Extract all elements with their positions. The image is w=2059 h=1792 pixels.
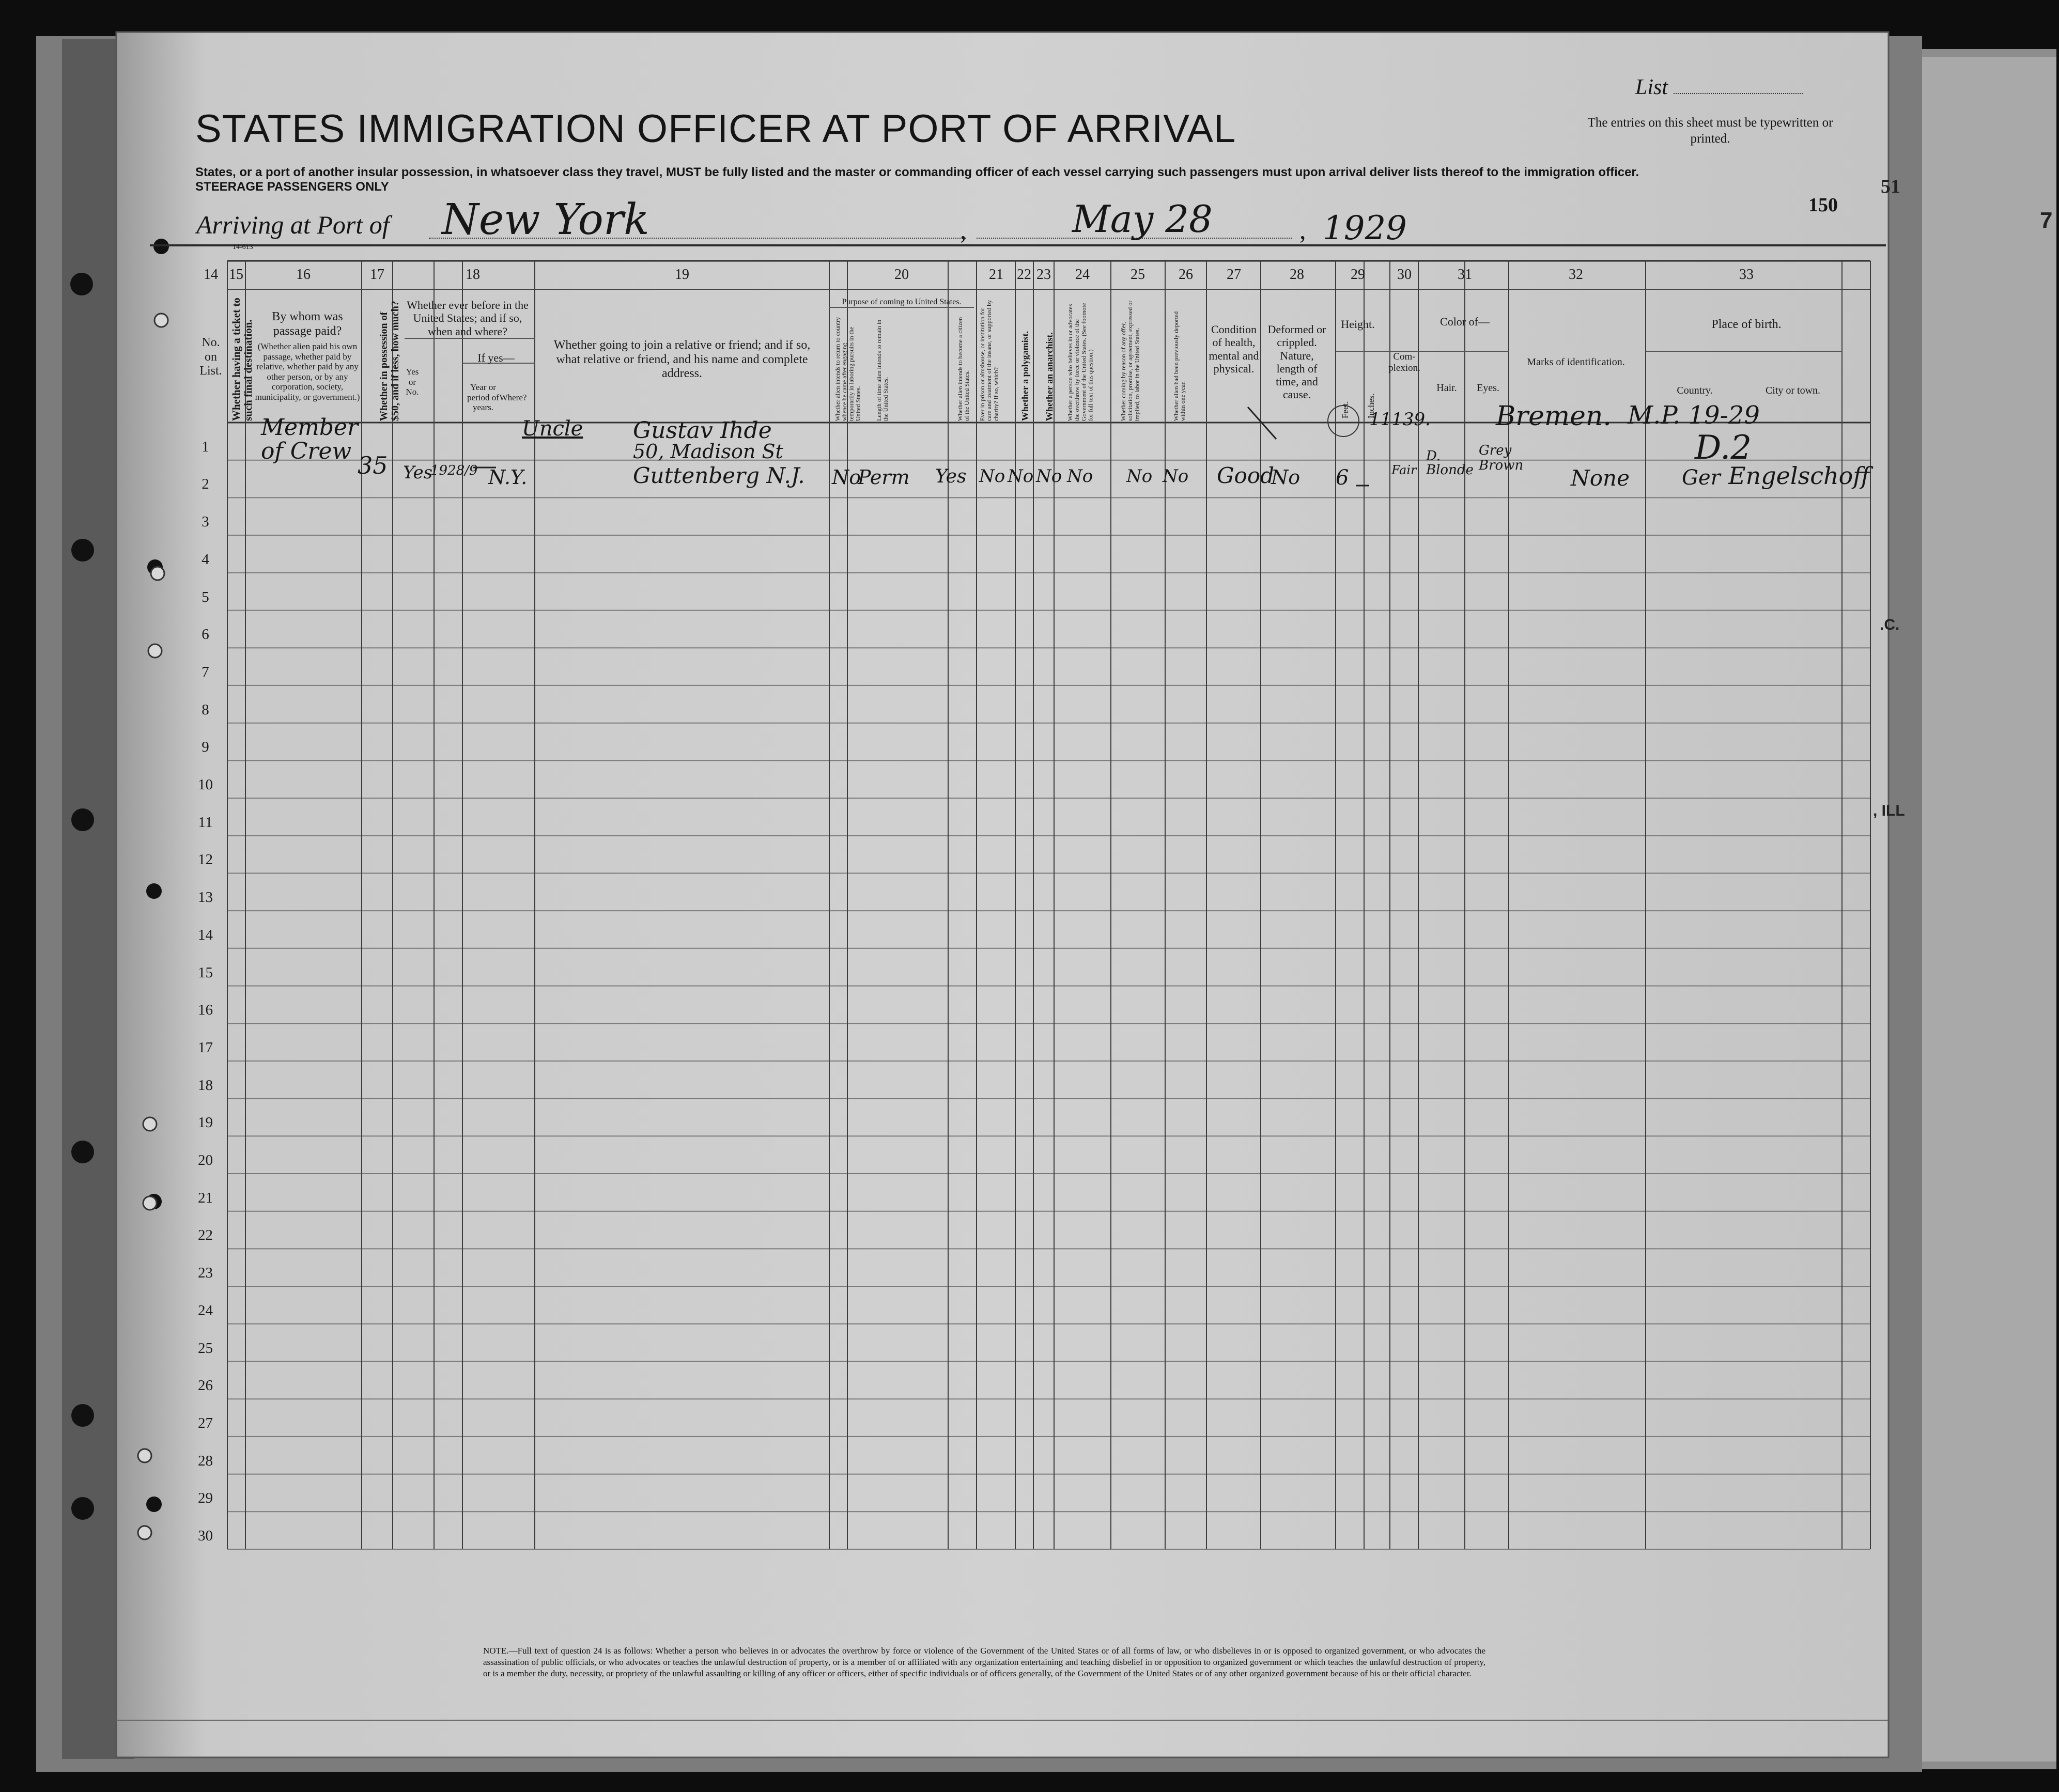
header-purpose-c: Whether alien intends to become a citizen of the United States.: [956, 317, 971, 421]
form-subtitle: States, or a port of another insular possession, in whatsoever class they travel, MUST be fully listed and the master or commanding officer of each vessel carrying such passengers must upon arrival deliver lists thereof to the immigration officer.: [195, 165, 1639, 179]
entry-relative-city: Guttenberg N.J.: [633, 463, 805, 488]
header-if-yes: If yes—: [477, 351, 515, 364]
header-color-of: Color of—: [1440, 315, 1490, 328]
column-number: 27: [1227, 267, 1241, 283]
entry-city: Engelschoff: [1728, 462, 1870, 490]
header-health: Condition of health, mental and physical.: [1209, 323, 1259, 375]
header-deported: Whether alien had been previously deported within one year.: [1172, 311, 1187, 421]
column-number: 20: [894, 267, 909, 283]
row-number: 1: [202, 438, 209, 455]
header-inches: Inches.: [1366, 393, 1376, 418]
header-purpose: Purpose of coming to United States.: [842, 298, 962, 306]
row-number: 24: [198, 1302, 213, 1319]
entry-country: Ger: [1682, 466, 1721, 490]
header-anarchist: Whether an anarchist.: [1044, 332, 1055, 421]
annotation-bremen: Bremen.: [1496, 401, 1612, 432]
row-number: 25: [198, 1339, 213, 1357]
header-passage-paid-main: By whom was passage paid?: [272, 310, 343, 338]
row-number: 3: [202, 513, 209, 531]
typewritten-note: The entries on this sheet must be typewritten or printed.: [1587, 116, 1833, 146]
entry-overthrow: No: [1067, 466, 1093, 487]
column-number: 17: [370, 267, 384, 283]
entry-return-intent: No: [832, 466, 861, 489]
edge-mark-7: 7: [2040, 208, 2053, 233]
row-number: 8: [202, 701, 209, 718]
header-where: Where?: [499, 393, 527, 402]
column-number: 33: [1739, 267, 1754, 283]
form-code: 14-613: [233, 243, 253, 251]
column-number: 25: [1131, 267, 1145, 283]
row-number: 12: [198, 851, 213, 868]
footnote: NOTE.—Full text of question 24 is as follows: Whether a person who believes in or advocates the overthrow by force or violence of the Government of the United States or of all forms of law, or who disbelieves in or is opposed to organized government, or who advocates the assassination of public officials, or who advocates or teaches the unlawful destruction of property, or is a member of or affiliated with any organization entertaining and teaching disbelief in or opposition to organized government or which teaches the unlawful destruction of property, or is a member the duty, necessity, or propriety of the unlawful assaulting or killing of any officer or officers, either of specific individuals or of officers generally, of the Government of the United States or of any other organized government because of his or their official character.: [483, 1646, 1485, 1679]
header-purpose-b: Length of time alien intends to remain in the United States.: [875, 319, 890, 421]
column-number: 16: [296, 267, 311, 283]
header-passage-paid-sub: (Whether alien paid his own passage, whether paid by relative, whether paid by any other person, or by any corporation, society, municipality, or government.): [255, 341, 360, 402]
annotation-code: D.2: [1695, 429, 1752, 467]
entry-health: Good: [1217, 463, 1275, 488]
row-number: 15: [198, 964, 213, 981]
entry-labor-offer: No: [1126, 466, 1153, 487]
header-before-in-us: Whether ever before in the United States; and if so, when and where?: [407, 299, 529, 338]
sheet-number: 150: [1808, 194, 1838, 216]
date-year: 1929: [1323, 209, 1407, 247]
column-number: 32: [1569, 267, 1583, 283]
row-number: 2: [202, 476, 209, 493]
row-number: 4: [202, 551, 209, 568]
entry-marks: None: [1571, 465, 1630, 491]
annotation-date: M.P. 19-29: [1628, 401, 1760, 430]
entry-height-feet: 6: [1336, 466, 1349, 490]
header-feet: Feet.: [1340, 401, 1350, 418]
annotation-number: 11139.: [1369, 409, 1431, 430]
header-ticket: Whether having a ticket to such final destination.: [230, 298, 255, 421]
header-height: Height.: [1341, 318, 1375, 331]
entry-money: 35: [358, 451, 388, 479]
entry-polygamist: No: [1008, 466, 1034, 487]
row-number: 6: [202, 626, 209, 643]
column-number: 19: [675, 267, 689, 283]
column-number: 23: [1036, 267, 1051, 283]
header-year: Year or period of years.: [467, 382, 499, 413]
entry-deformed: No: [1271, 466, 1301, 489]
row-number: 21: [198, 1189, 213, 1206]
column-number: 31: [1458, 267, 1472, 283]
column-number: 22: [1017, 267, 1031, 283]
header-place-of-birth: Place of birth.: [1711, 318, 1782, 331]
edge-mark-ill: , ILL: [1873, 802, 1905, 819]
column-number: 21: [989, 267, 1003, 283]
entry-complexion: Fair: [1391, 463, 1417, 477]
row-number: 5: [202, 588, 209, 605]
entry-citizen-intent: Yes: [935, 466, 967, 487]
header-yes-no: Yes or No.: [406, 367, 419, 397]
header-labor-offer: Whether coming by reason of any offer, solicitation, promise, or agreement, expressed or implied, to labor in the United States.: [1120, 300, 1141, 421]
header-marks: Marks of identification.: [1527, 356, 1625, 368]
comma: ,: [960, 215, 967, 244]
row-number: 19: [198, 1114, 213, 1131]
entry-eyes: Grey Brown: [1479, 443, 1524, 473]
row-number: 29: [198, 1490, 213, 1507]
entry-relative-street: 50, Madison St: [633, 440, 783, 463]
header-hair: Hair.: [1436, 382, 1457, 394]
edge-mark-c: .C.: [1880, 616, 1900, 633]
row-number: 18: [198, 1077, 213, 1094]
edge-mark-51: 51: [1881, 176, 1900, 197]
entry-year: 1928/9: [430, 463, 478, 478]
row-number: 30: [198, 1528, 213, 1544]
row-number: 7: [202, 663, 209, 680]
arriving-label: Arriving at Port of: [196, 210, 390, 239]
column-number: 24: [1075, 267, 1090, 283]
row-number: 13: [198, 889, 213, 906]
header-no-on-list: No. on List.: [199, 336, 222, 378]
header-deformed: Deformed or crippled. Nature, length of time, and cause.: [1267, 323, 1326, 401]
header-country: Country.: [1677, 385, 1713, 396]
header-overthrow: Whether a person who believes in or advocates the overthrow by force or violence of the Government of the United States. (See footnote for full text of this question.): [1066, 303, 1094, 421]
entry-length-of-stay: Perm: [858, 466, 910, 489]
port-value: New York: [442, 195, 649, 244]
header-money: Whether in possession of $50, and if less, how much?: [378, 301, 401, 421]
column-number: 30: [1397, 267, 1412, 283]
row-number: 10: [198, 776, 213, 793]
header-city: City or town.: [1765, 385, 1821, 396]
row-number: 20: [198, 1152, 213, 1168]
date-month-day: May 28: [1072, 197, 1213, 241]
entry-hair: D. Blonde: [1426, 448, 1474, 478]
entry-passage-paid: Member of Crew: [261, 414, 359, 465]
list-label: List: [1635, 76, 1803, 98]
header-purpose-a: Whether alien intends to return to country whence he came after engaging temporarily in laboring pursuits in the United States.: [834, 317, 862, 421]
entry-before-in-us: Yes: [403, 462, 433, 483]
entry-prison: No: [979, 466, 1005, 487]
header-eyes: Eyes.: [1477, 382, 1499, 394]
header-prison: Ever in prison or almshouse, or institution for care and treatment of the insane, or supported by charity? If so, which?: [979, 300, 1000, 421]
passenger-class: STEERAGE PASSENGERS ONLY: [195, 180, 389, 194]
row-number: 26: [198, 1377, 213, 1394]
comma-2: ,: [1299, 215, 1306, 244]
column-number: 14: [204, 267, 218, 283]
row-number: 14: [198, 926, 213, 943]
row-number: 11: [198, 814, 213, 831]
column-number: 28: [1290, 267, 1304, 283]
column-number: 29: [1351, 267, 1365, 283]
entry-where: N.Y.: [488, 466, 528, 489]
row-number: 23: [198, 1265, 213, 1282]
header-relative: Whether going to join a relative or friend; and if so, what relative or friend, and his name and complete address.: [553, 338, 811, 381]
row-number: 28: [198, 1452, 213, 1469]
header-polygamist: Whether a polygamist.: [1020, 331, 1030, 421]
row-number: 27: [198, 1414, 213, 1431]
row-number: 22: [198, 1227, 213, 1244]
entry-relation: Uncle: [522, 417, 583, 441]
row-number: 16: [198, 1002, 213, 1019]
row-number: 9: [202, 739, 209, 756]
column-number: 18: [466, 267, 480, 283]
header-passage-paid: [252, 310, 363, 402]
column-number: 26: [1179, 267, 1193, 283]
entry-relative-name: Gustav Ihde: [633, 417, 772, 444]
entry-anarchist: No: [1036, 466, 1062, 487]
header-complexion: Com-plexion.: [1388, 351, 1420, 373]
page-title: STATES IMMIGRATION OFFICER AT PORT OF ARRIVAL: [195, 107, 1236, 151]
column-number: 15: [229, 267, 243, 283]
entry-deported: No: [1163, 466, 1189, 487]
form-page: [116, 32, 1888, 1757]
row-number: 17: [198, 1039, 213, 1056]
